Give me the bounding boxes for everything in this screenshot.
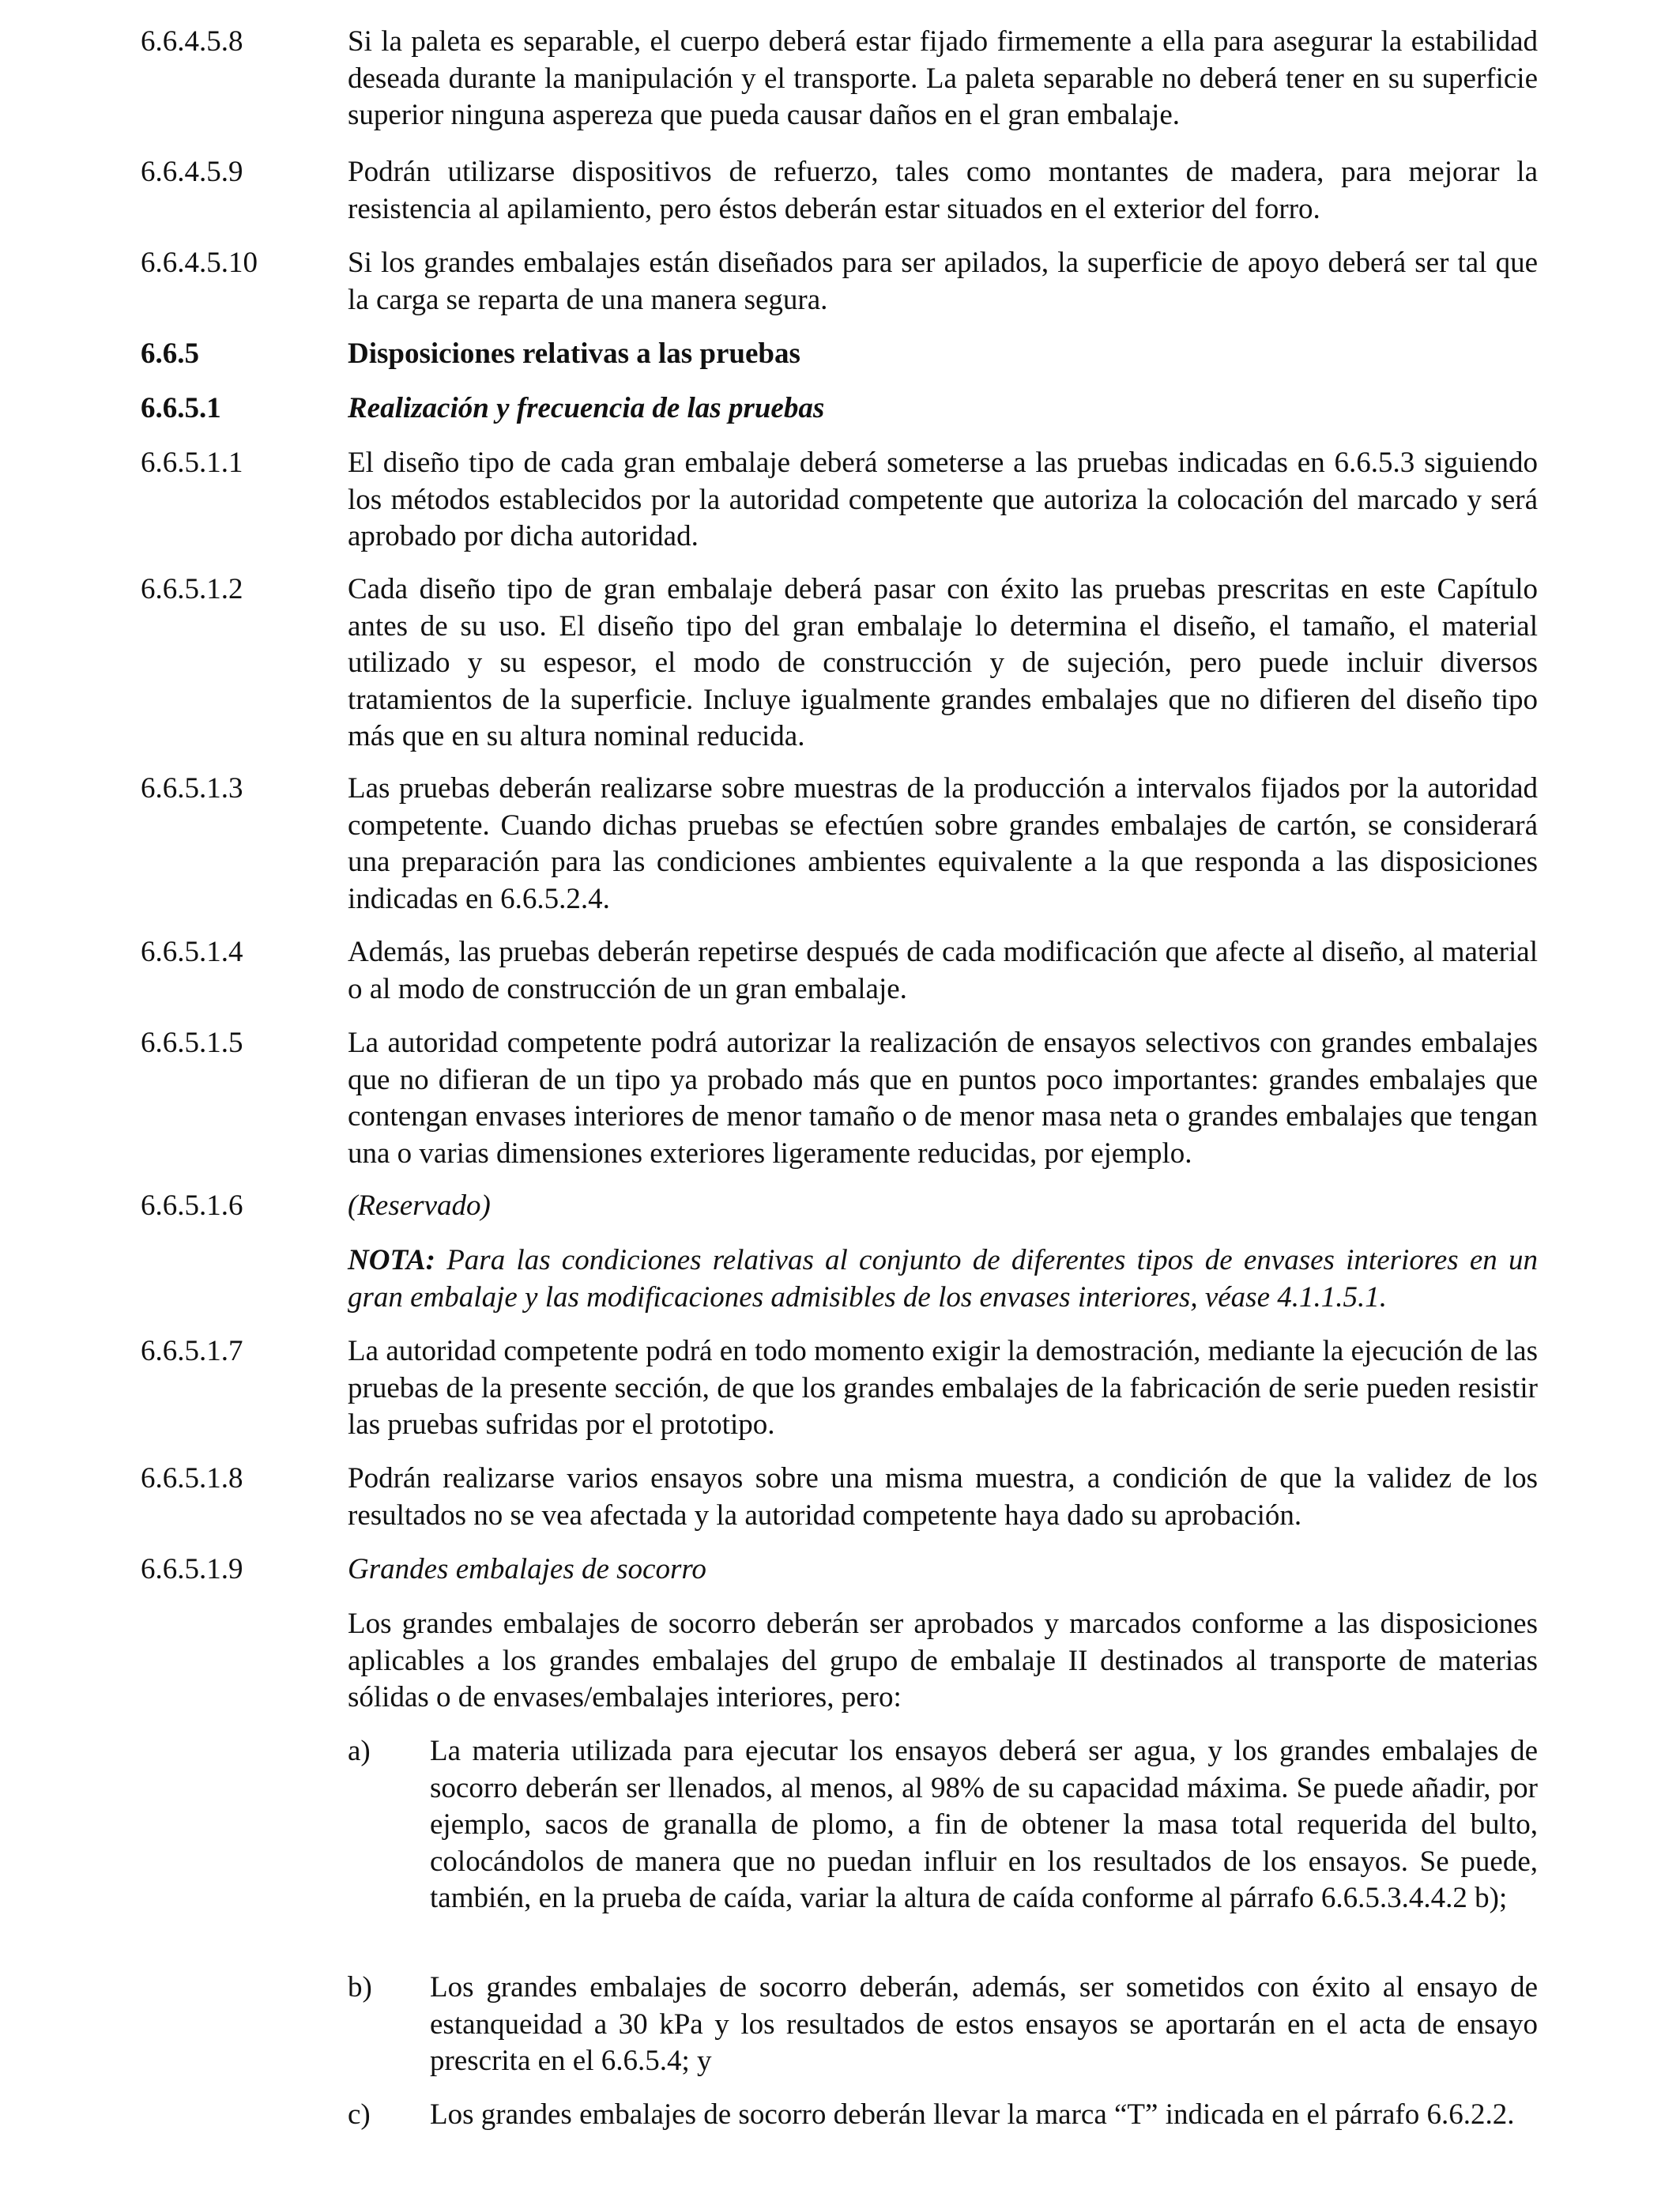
section-text: Si la paleta es separable, el cuerpo deberá estar fijado firmemente a ella para asegurar la estabilidad deseada durante la manipulación y el transporte. La paleta separable no deberá tener en su superficie superior ninguna aspereza que pueda causar daños en el gran embalaje. [348, 25, 1538, 131]
section-number: 6.6.5.1.3 [141, 772, 243, 805]
section-heading: Disposiciones relativas a las pruebas [348, 337, 800, 370]
section-6-6-5-1-7 [141, 1333, 1538, 1444]
note-text [348, 1242, 1538, 1316]
section-number: 6.6.5.1.6 [141, 1189, 243, 1222]
section-number: 6.6.5.1.4 [141, 936, 243, 968]
section-text: El diseño tipo de cada gran embalaje deberá someterse a las pruebas indicadas en 6.6.5.3 siguiendo los métodos establecidos por la autoridad competente que autoriza la colocación del marcado y será aprobado por dicha autoridad. [348, 447, 1538, 552]
section-text: (Reservado) [348, 1189, 491, 1222]
note-body: Para las condiciones relativas al conjunto de diferentes tipos de envases interiores en un gran embalaje y las modificaciones admisibles de los envases interiores, véase 4.1.1.5.1. [348, 1244, 1538, 1314]
section-6-6-4-5-8 [141, 24, 1538, 134]
section-text: Cada diseño tipo de gran embalaje deberá pasar con éxito las pruebas prescritas en este Capítulo antes de su uso. El diseño tipo del gran embalaje lo determina el diseño, el tamaño, el material utilizado y su espesor, el modo de construcción y de sujeción, pero puede incluir diversos tratamientos de la superficie. Incluye igualmente grandes embalajes que no difieren del diseño tipo más que en su altura nominal reducida. [348, 573, 1538, 752]
section-text: La autoridad competente podrá en todo momento exigir la demostración, mediante la ejecución de las pruebas de la presente sección, de que los grandes embalajes de la fabricación de serie pueden resistir las pruebas sufridas por el prototipo. [348, 1335, 1538, 1441]
section-6-6-5-1-8 [141, 1461, 1538, 1534]
note-block [141, 1242, 1538, 1316]
heading-6-6-5 [141, 336, 1538, 373]
section-subheading: Realización y frecuencia de las pruebas [348, 392, 825, 424]
section-6-6-5-1-1 [141, 445, 1538, 556]
section-number: 6.6.5.1.1 [141, 447, 243, 479]
list-item-text: La materia utilizada para ejecutar los ensayos deberá ser agua, y los grandes embalajes de socorro deberán ser llenados, al menos, al 98% de su capacidad máxima. Se puede añadir, por ejemplo, sacos de granalla de plomo, a fin de obtener la masa total requerida del bulto, colocándolos de manera que no puedan influir en los resultados de los ensayos. Se puede, también, en la prueba de caída, variar la altura de caída conforme al párrafo 6.6.5.3.4.4.2 b); [430, 1735, 1538, 1914]
note-label: NOTA: [348, 1244, 435, 1276]
section-text: Podrán utilizarse dispositivos de refuerzo, tales como montantes de madera, para mejorar la resistencia al apilamiento, pero éstos deberán estar situados en el exterior del forro. [348, 156, 1538, 225]
list-item-text: Los grandes embalajes de socorro deberán llevar la marca “T” indicada en el párrafo 6.6.2.2. [430, 2098, 1515, 2131]
socorro-intro [141, 1606, 1538, 1717]
section-6-6-5-1-9 [141, 1551, 1538, 1589]
section-text: Si los grandes embalajes están diseñados para ser apilados, la superficie de apoyo deberá ser tal que la carga se reparta de una manera segura. [348, 247, 1538, 316]
section-number: 6.6.5.1.9 [141, 1553, 243, 1585]
section-text: Los grandes embalajes de socorro deberán ser aprobados y marcados conforme a las disposiciones aplicables a los grandes embalajes del grupo de embalaje II destinados al transporte de materias sólidas o de envases/embalajes interiores, pero: [348, 1608, 1538, 1713]
list-item-label: b) [348, 1971, 372, 2004]
section-6-6-5-1-2 [141, 571, 1538, 756]
section-number: 6.6.5.1.2 [141, 573, 243, 605]
section-number: 6.6.5.1.8 [141, 1462, 243, 1495]
section-heading: Grandes embalajes de socorro [348, 1553, 706, 1585]
list-item-c [348, 2097, 1538, 2134]
section-6-6-5-1-6 [141, 1188, 1538, 1225]
section-text: La autoridad competente podrá autorizar la realización de ensayos selectivos con grandes embalajes que no difieran de un tipo ya probado más que en puntos poco importantes: grandes embalajes que contengan envases interiores de menor tamaño o de menor masa neta o grandes embalajes que tengan una o varias dimensiones exteriores ligeramente reducidas, por ejemplo. [348, 1027, 1538, 1170]
section-text: Podrán realizarse varios ensayos sobre una misma muestra, a condición de que la validez de los resultados no se vea afectada y la autoridad competente haya dado su aprobación. [348, 1462, 1538, 1532]
section-number: 6.6.5 [141, 337, 199, 370]
section-text: Además, las pruebas deberán repetirse después de cada modificación que afecte al diseño, al material o al modo de construcción de un gran embalaje. [348, 936, 1538, 1005]
section-6-6-5-1-5 [141, 1025, 1538, 1172]
section-6-6-5-1-3 [141, 771, 1538, 918]
section-number: 6.6.5.1.5 [141, 1027, 243, 1059]
section-number: 6.6.4.5.8 [141, 25, 243, 58]
section-6-6-4-5-9 [141, 154, 1538, 228]
section-number: 6.6.5.1 [141, 392, 221, 424]
list-item-text: Los grandes embalajes de socorro deberán, además, ser sometidos con éxito al ensayo de estanqueidad a 30 kPa y los resultados de estos ensayos se aportarán en el acta de ensayo prescrita en el 6.6.5.4; y [430, 1971, 1538, 2077]
section-text: Las pruebas deberán realizarse sobre muestras de la producción a intervalos fijados por la autoridad competente. Cuando dichas pruebas se efectúen sobre grandes embalajes de cartón, se considerará una preparación para las condiciones ambientes equivalente a la que responda a las disposiciones indicadas en 6.6.5.2.4. [348, 772, 1538, 915]
list-item-label: a) [348, 1735, 371, 1767]
section-6-6-5-1-4 [141, 934, 1538, 1008]
list-item-label: c) [348, 2098, 371, 2131]
section-number: 6.6.4.5.9 [141, 156, 243, 188]
section-number: 6.6.4.5.10 [141, 247, 258, 279]
list-item-a [348, 1733, 1538, 1917]
section-6-6-4-5-10 [141, 245, 1538, 319]
heading-6-6-5-1 [141, 390, 1538, 428]
list-item-b [348, 1970, 1538, 2080]
section-number: 6.6.5.1.7 [141, 1335, 243, 1367]
